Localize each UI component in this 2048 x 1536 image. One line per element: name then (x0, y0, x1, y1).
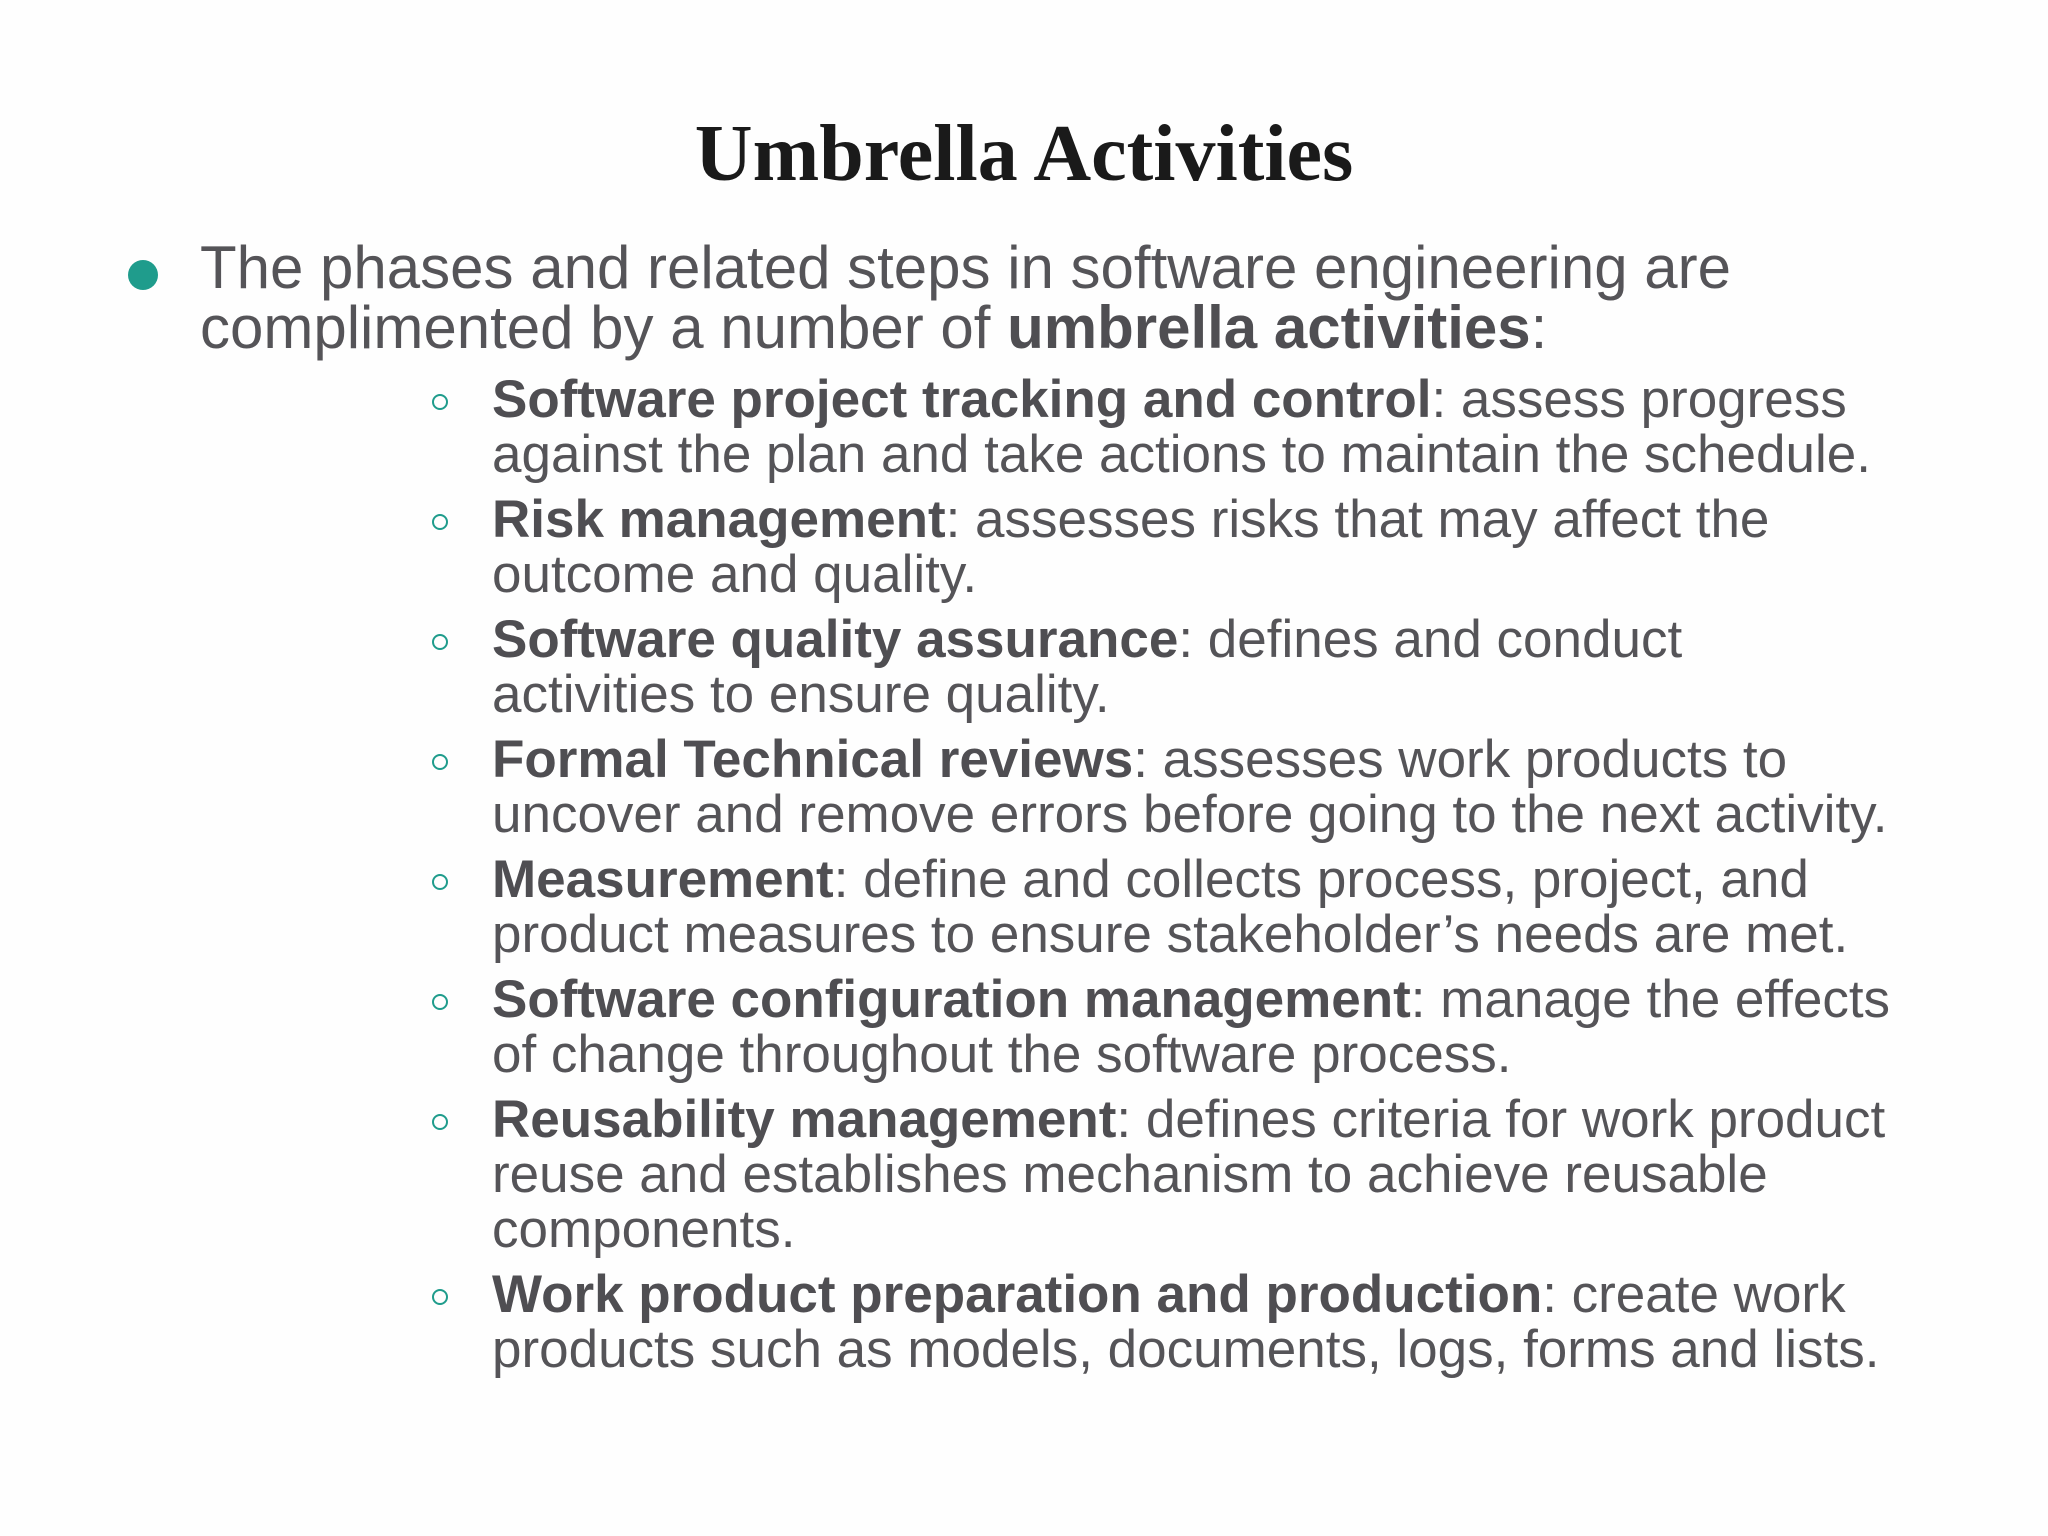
list-item (200, 732, 1968, 842)
hollow-circle-bullet-icon (432, 994, 448, 1010)
activity-term: Work product preparation and production (492, 1265, 1543, 1324)
activity-description: : create work products such as models, documents, logs, forms and lists. (492, 1265, 1880, 1379)
hollow-circle-bullet-icon (432, 1289, 448, 1305)
activity-description: : assesses work products to uncover and remove errors before going to the next activity. (492, 730, 1888, 844)
hollow-circle-bullet-icon (432, 754, 448, 770)
list-item (200, 372, 1968, 482)
list-item (200, 972, 1968, 1082)
hollow-circle-bullet-icon (432, 1114, 448, 1130)
intro-text-before: The phases and related steps in software engineering are complimented by a number of (200, 234, 1731, 361)
hollow-circle-bullet-icon (432, 394, 448, 410)
slide-content (0, 234, 2048, 1387)
hollow-circle-bullet-icon (432, 874, 448, 890)
list-item (200, 852, 1968, 962)
umbrella-activities-list (200, 372, 1968, 1377)
activity-description: : manage the effects of change throughout the software process. (492, 970, 1891, 1084)
main-bullet-item (0, 234, 2048, 1379)
activity-description: : assess progress against the plan and take actions to maintain the schedule. (492, 370, 1871, 484)
activity-term: Software configuration management (492, 970, 1411, 1029)
activity-description: : defines criteria for work product reuse and establishes mechanism to achieve reusable components. (492, 1090, 1886, 1259)
list-item (200, 1092, 1968, 1257)
list-item (200, 1267, 1968, 1377)
activity-term: Software quality assurance (492, 610, 1179, 669)
filled-circle-bullet-icon (128, 260, 158, 290)
hollow-circle-bullet-icon (432, 514, 448, 530)
activity-term: Software project tracking and control (492, 370, 1432, 429)
list-item (200, 612, 1968, 722)
activity-term: Measurement (492, 850, 834, 909)
list-item (200, 492, 1968, 602)
activity-description: : assesses risks that may affect the outcome and quality. (492, 490, 1770, 604)
activity-term: Formal Technical reviews (492, 730, 1134, 789)
activity-description: : define and collects process, project, and product measures to ensure stakeholder’s needs are met. (492, 850, 1849, 964)
intro-text-after: : (1530, 294, 1548, 361)
activity-description: : defines and conduct activities to ensure quality. (492, 610, 1683, 724)
slide-title: Umbrella Activities (694, 110, 1354, 198)
intro-text (200, 234, 1968, 361)
intro-bold-text: umbrella activities (1007, 294, 1531, 361)
activity-term: Reusability management (492, 1090, 1117, 1149)
activity-term: Risk management (492, 490, 946, 549)
hollow-circle-bullet-icon (432, 634, 448, 650)
